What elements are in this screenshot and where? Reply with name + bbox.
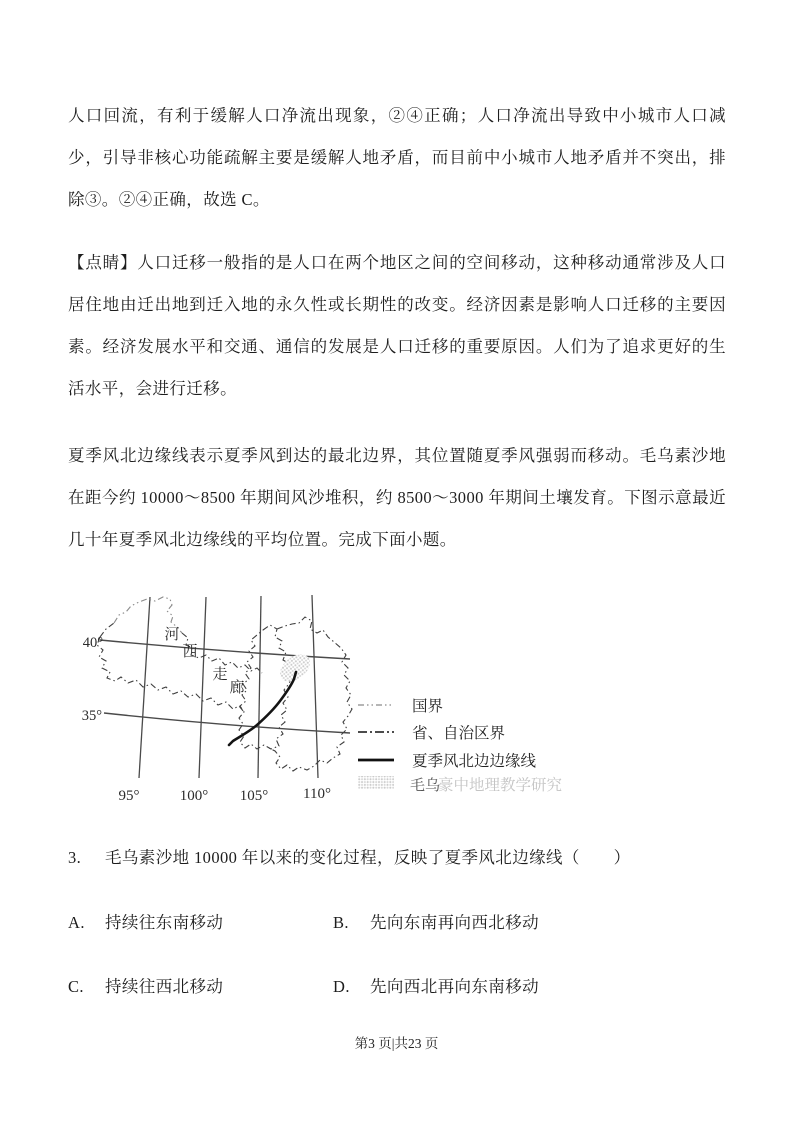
option-c [68, 966, 333, 1008]
corridor-char-4: 廊 [229, 680, 245, 696]
legend-province-border-label: 省、自治区界 [412, 725, 506, 742]
corridor-char-2: 西 [182, 644, 198, 660]
longitude-labels [119, 786, 331, 804]
meridian-105-line [258, 596, 261, 778]
parallel-40-line [100, 640, 350, 659]
options-row-ab [68, 902, 748, 944]
monsoon-map-svg [78, 588, 590, 806]
option-d-label: D. [333, 977, 350, 996]
paragraph-answer-analysis: 人口回流，有利于缓解人口净流出现象，②④正确；人口净流出导致中小城市人口减少，引导非核心功能疏解主要是缓解人地矛盾，而目前中小城市人地矛盾并不突出，排除③。②④正确，故选 C。 [68, 106, 726, 209]
meridian-100-line [199, 597, 206, 778]
lon-label-105: 105° [239, 788, 269, 804]
paragraph-monsoon-intro: 夏季风北边缘线表示夏季风到达的最北边界，其位置随夏季风强弱而移动。毛乌素沙地在距今约 10000～8500 年期间风沙堆积，约 8500～3000 年期间土壤发育。下图示意最近几十年夏季风北边缘线的平均位置。完成下面小题。 [68, 446, 726, 549]
option-c-text: 持续往西北移动 [105, 977, 224, 996]
options-row-cd [68, 966, 748, 1008]
legend-sand-swatch [358, 776, 394, 789]
option-b [333, 902, 748, 944]
corridor-char-3: 走 [212, 667, 228, 683]
page-footer: 第3 页|共23 页 [354, 1036, 439, 1051]
question-number: 3. [68, 848, 82, 867]
legend-sand-label: 毛乌 [410, 778, 441, 794]
lat-label-40: 40° [82, 635, 103, 651]
lat-label-35: 35° [81, 708, 102, 724]
legend-country-border-label: 国界 [412, 698, 444, 715]
watermark-text: 豪中地理教学研究 [438, 777, 563, 794]
ningxia-border-loop [239, 625, 292, 749]
option-b-label: B. [333, 913, 349, 932]
option-a [68, 902, 333, 944]
parallel-35-line [104, 713, 350, 733]
lon-label-110: 110° [303, 786, 331, 802]
map-legend [358, 697, 562, 794]
lon-label-100: 100° [179, 788, 209, 804]
meridian-110-line [312, 595, 318, 778]
latitude-labels [82, 635, 104, 724]
monsoon-map-figure [0, 586, 793, 810]
question-text: 毛乌素沙地 10000 年以来的变化过程，反映了夏季风北边缘线（ ） [105, 848, 631, 867]
option-a-text: 持续往东南移动 [105, 913, 224, 932]
option-d-text: 先向西北再向东南移动 [370, 977, 539, 996]
question-3 [68, 837, 728, 879]
option-d [333, 966, 748, 1008]
option-b-text: 先向东南再向西北移动 [370, 913, 539, 932]
latitude-grid-lines [100, 640, 350, 733]
corridor-char-1: 河 [164, 627, 180, 643]
lon-label-95: 95° [118, 788, 140, 804]
option-c-label: C. [68, 977, 84, 996]
legend-monsoon-line-label: 夏季风北边边缘线 [412, 753, 537, 770]
option-a-label: A. [68, 913, 85, 932]
meridian-95-line [139, 597, 150, 778]
paragraph-dianjing-note: 【点睛】人口迁移一般指的是人口在两个地区之间的空间移动，这种移动通常涉及人口居住地由迁出地到迁入地的永久性或长期性的改变。经济因素是影响人口迁移的主要因素。经济发展水平和交通、通信的发展是人口迁移的重要原因。人们为了追求更好的生活水平，会进行迁移。 [68, 253, 726, 398]
